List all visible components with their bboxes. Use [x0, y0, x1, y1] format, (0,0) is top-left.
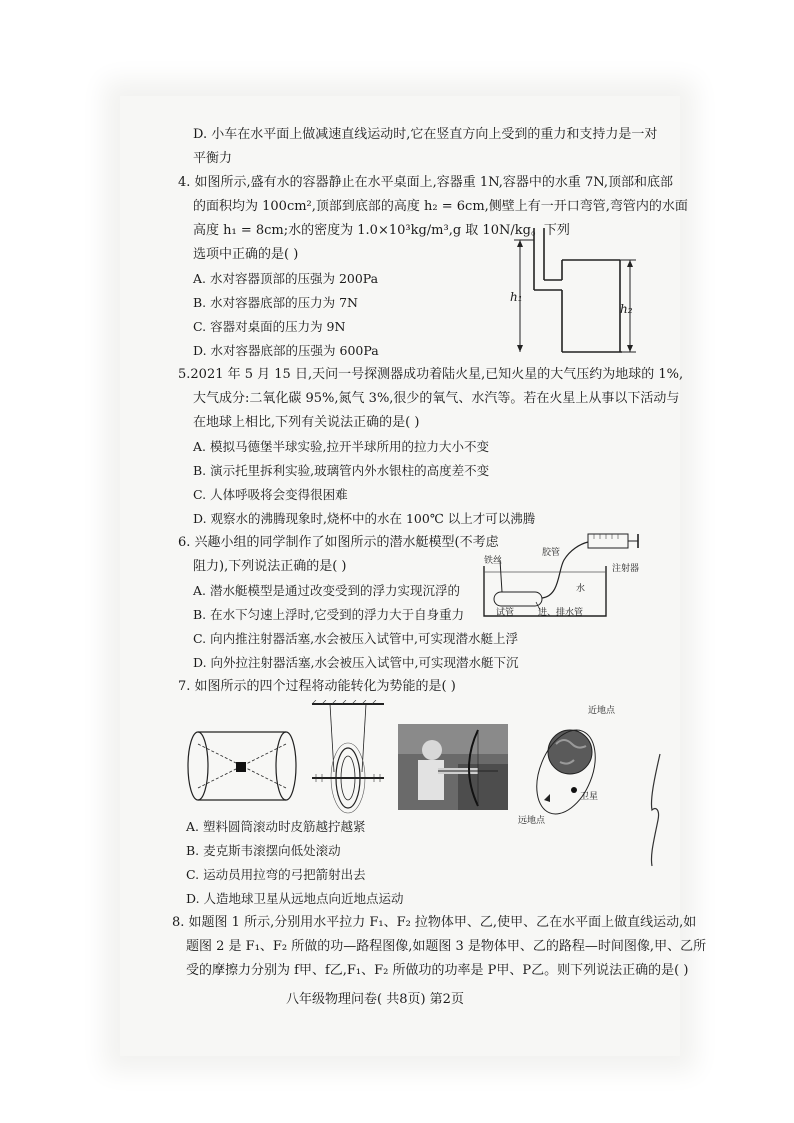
q6-option-a: A. 潜水艇模型是通过改变受到的浮力实现沉浮的	[193, 583, 460, 598]
q4-stem-line3: 高度 h₁ = 8cm;水的密度为 1.0×10³kg/m³,g 取 10N/kg。下列	[193, 223, 570, 238]
page-footer: 八年级物理问卷( 共8页) 第2页	[286, 992, 464, 1007]
q6-submarine-figure	[480, 530, 640, 620]
q7-figure-plastic-cylinder	[186, 730, 298, 802]
q7-option-a: A. 塑料圆筒滚动时皮筋越拧越紧	[186, 819, 366, 834]
q6-water-label: 水	[576, 584, 586, 594]
q7-figure-satellite-orbit	[518, 706, 620, 826]
q6-stem-line1: 6. 兴趣小组的同学制作了如图所示的潜水艇模型(不考虑	[178, 535, 499, 550]
q8-stem-line1: 8. 如题图 1 所示,分别用水平拉力 F₁、F₂ 拉物体甲、乙,使甲、乙在水平面上做直线运动,如	[172, 915, 697, 930]
q7-satellite-label: 卫星	[580, 792, 599, 802]
q4-option-c: C. 容器对桌面的压力为 9N	[193, 319, 346, 334]
q6-syringe-label: 注射器	[612, 564, 640, 574]
q4-container-figure	[510, 220, 640, 360]
q4-stem-line2: 的面积均为 100cm²,顶部到底部的高度 h₂ = 6cm,侧壁上有一开口弯管,弯管内的水面	[193, 199, 688, 214]
q6-wire-label: 铁丝	[484, 556, 503, 566]
q6-option-c: C. 向内推注射器活塞,水会被压入试管中,可实现潜水艇上浮	[193, 631, 519, 646]
q6-option-b: B. 在水下匀速上浮时,它受到的浮力大于自身重力	[193, 607, 465, 622]
q7-option-c: C. 运动员用拉弯的弓把箭射出去	[186, 867, 366, 882]
q4-stem-line1: 4. 如图所示,盛有水的容器静止在水平桌面上,容器重 1N,容器中的水重 7N,顶部和底部	[178, 175, 673, 190]
q5-option-b: B. 演示托里拆利实验,玻璃管内外水银柱的高度差不变	[193, 463, 490, 478]
q4-stem-line4: 选项中正确的是( )	[193, 247, 299, 262]
q6-inout-pipe-label: 进、排水管	[538, 608, 584, 618]
q5-option-d: D. 观察水的沸腾现象时,烧杯中的水在 100℃ 以上才可以沸腾	[193, 511, 536, 526]
q7-figure-archer-photo	[398, 724, 508, 810]
q7-apogee-label: 远地点	[518, 816, 546, 826]
q5-stem-line1: 5.2021 年 5 月 15 日,天问一号探测器成功着陆火星,已知火星的大气压约为地球的 1%,	[178, 367, 684, 382]
q3-option-d-line2: 平衡力	[193, 151, 233, 166]
q4-option-b: B. 水对容器底部的压力为 7N	[193, 295, 358, 310]
q7-figure-maxwell-pendulum	[308, 700, 388, 820]
q6-testtube-label: 试管	[496, 608, 515, 618]
q4-option-d: D. 水对容器底部的压强为 600Pa	[193, 343, 379, 358]
q4-option-a: A. 水对容器顶部的压强为 200Pa	[193, 271, 379, 286]
pen-mark	[630, 750, 670, 874]
q3-option-d-line1: D. 小车在水平面上做减速直线运动时,它在竖直方向上受到的重力和支持力是一对	[193, 127, 658, 142]
q6-option-d: D. 向外拉注射器活塞,水会被压入试管中,可实现潜水艇下沉	[193, 655, 519, 670]
q5-stem-line3: 在地球上相比,下列有关说法正确的是( )	[193, 415, 420, 430]
q6-hose-label: 胶管	[542, 548, 561, 558]
q6-stem-line2: 阻力),下列说法正确的是( )	[193, 559, 347, 574]
q8-stem-line3: 受的摩擦力分别为 f甲、f乙,F₁、F₂ 所做功的功率是 P甲、P乙。则下列说法正确的是( )	[186, 963, 689, 978]
q7-perigee-label: 近地点	[588, 706, 616, 716]
q7-option-d: D. 人造地球卫星从远地点向近地点运动	[186, 891, 404, 906]
q7-option-b: B. 麦克斯韦滚摆向低处滚动	[186, 843, 341, 858]
q5-stem-line2: 大气成分:二氧化碳 95%,氮气 3%,很少的氧气、水汽等。若在火星上从事以下活动与	[193, 391, 680, 406]
q4-h2-label: h₂	[620, 302, 633, 316]
q4-h1-label: h₁	[510, 290, 523, 304]
q8-stem-line2: 题图 2 是 F₁、F₂ 所做的功—路程图像,如题图 3 是物体甲、乙的路程—时间图像,甲、乙所	[186, 939, 707, 954]
q7-stem-line1: 7. 如图所示的四个过程将动能转化为势能的是( )	[178, 679, 456, 694]
q5-option-a: A. 模拟马德堡半球实验,拉开半球所用的拉力大小不变	[193, 439, 489, 454]
q5-option-c: C. 人体呼吸将会变得很困难	[193, 487, 348, 502]
